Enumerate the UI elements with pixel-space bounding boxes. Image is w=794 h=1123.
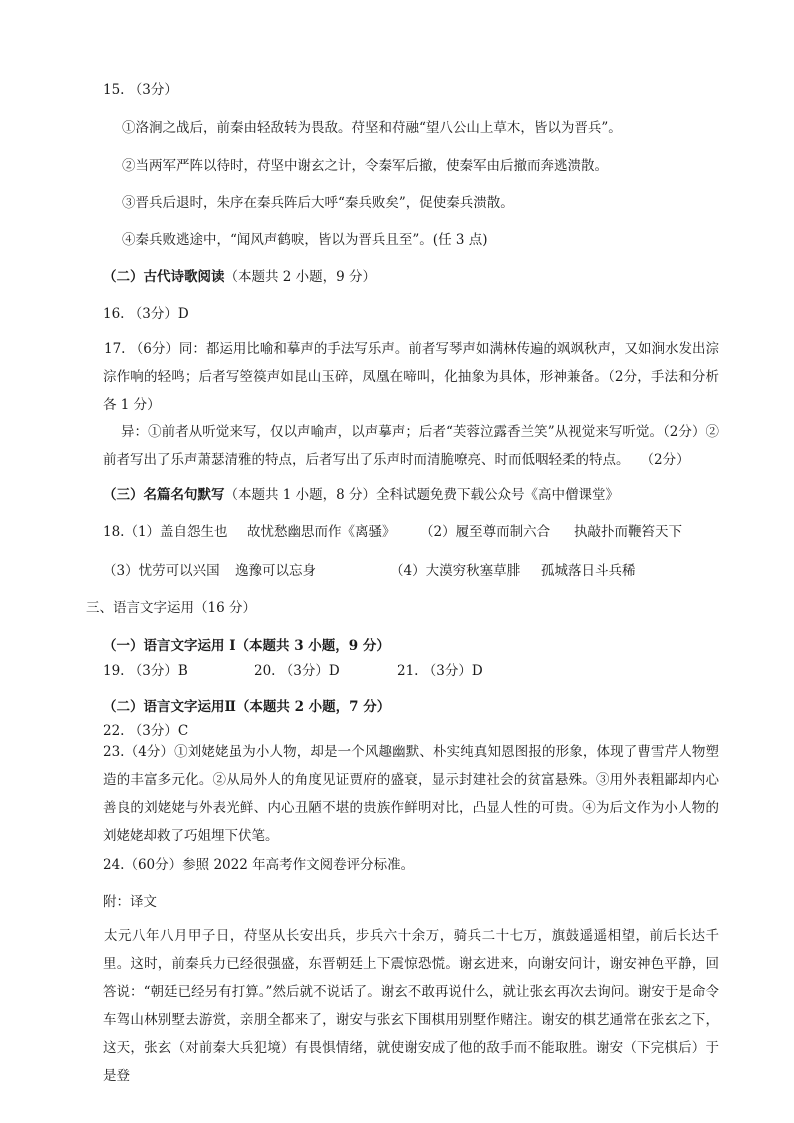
q15-item-3: ③晋兵后退时，朱序在秦兵阵后大呼“秦兵败矣”，促使秦兵溃散。 — [122, 195, 514, 211]
q20-answer: 20. （3分）D — [254, 663, 340, 679]
q18-2b: 执敲扑而鞭笞天下 — [574, 524, 682, 540]
q17-diff: 异：①前者从听觉来写，仅以声喻声，以声摹声；后者“芙蓉泣露香兰笑”从视觉来写听觉。（2分）②前者写出了乐声萧瑟清雅的特点，后者写出了乐声时而清脆嘹亮、时而低咽轻柔的特点。 （2分） — [103, 424, 719, 468]
q15-item-2: ②当两军严阵以待时，苻坚中谢玄之计，令秦军后撤，使秦军由后撤而奔逃溃散。 — [122, 158, 608, 174]
q15-item-1: ①洛涧之战后，前秦由轻敌转为畏敌。苻坚和苻融“望八公山上草木，皆以为晋兵”。 — [122, 120, 622, 136]
q18-4b: 孤城落日斗兵稀 — [541, 563, 636, 579]
section-ancient-poetry — [103, 267, 376, 287]
q23-answer: 23.（4分）①刘姥姥虽为小人物，却是一个风趣幽默、朴实纯真知恩图报的形象，体现了曹雪芹人物塑造的丰富多元化。②从局外人的角度见证贾府的盛衰，显示封建社会的贫富悬殊。③用外表粗鄙却内心善良的刘姥姥与外表光鲜、内心丑陋不堪的贵族作鲜明对比，凸显人性的可贵。④为后文作为小人物的刘姥姥却救了巧姐埋下伏笔。 — [103, 744, 719, 844]
translation-text: 太元八年八月甲子日，苻坚从长安出兵，步兵六十余万，骑兵二十七万，旗鼓遥遥相望，前后长达千里。这时，前秦兵力已经很强盛，东晋朝廷上下震惊恐慌。谢玄进来，向谢安问计，谢安神色平静，回答说：“朝廷已经另有打算。”然后就不说话了。谢玄不敢再说什么，就让张玄再次去询问。谢安于是命令车驾山林别墅去游赏，亲朋全都来了，谢安与张玄下围棋用别墅作赌注。谢安的棋艺通常在张玄之下，这天，张玄（对前秦大兵犯境）有畏惧情绪，就使谢安成了他的敌手而不能取胜。谢安（下完棋后）于是登 — [103, 928, 719, 1084]
section-famous-lines-title: （三）名篇名句默写 — [103, 487, 225, 503]
section-ancient-poetry-note: （本题共 2 小题，9 分） — [224, 269, 377, 285]
q21-answer: 21. （3分）D — [397, 663, 483, 679]
q22-answer: 22. （3分）C — [103, 723, 189, 739]
part3-heading: 三、语言文字运用（16 分） — [86, 600, 256, 616]
q18-2a: （2）履至尊而制六合 — [420, 524, 551, 540]
q18-3a: （3）忧劳可以兴国 — [103, 563, 220, 579]
section-language-1: （一）语言文字运用 I（本题共 3 小题，9 分） — [103, 638, 390, 654]
q16-answer: 16. （3分）D — [103, 306, 189, 322]
q18-1b: 故忧愁幽思而作《离骚》 — [247, 524, 396, 540]
q15-head: 15. （3分） — [103, 82, 178, 98]
section-language-2: （二）语言文字运用Ⅱ（本题共 2 小题，7 分） — [103, 699, 391, 715]
q18-3b: 逸豫可以忘身 — [235, 563, 316, 579]
section-ancient-poetry-title: （二）古代诗歌阅读 — [103, 269, 225, 285]
q15-item-4: ④秦兵败逃途中，“闻风声鹤唳，皆以为晋兵且至”。(任 3 点) — [122, 232, 488, 248]
section-famous-lines-note: （本题共 1 小题，8 分）全科试题免费下载公众号《高中僧课堂》 — [224, 487, 620, 503]
section-famous-lines — [103, 485, 619, 505]
q17-same: 17. （6分）同：都运用比喻和摹声的手法写乐声。前者写琴声如满林传遍的飒飒秋声，又如涧水发出淙淙作响的轻鸣；后者写箜篌声如昆山玉碎，凤凰在啼叫，化抽象为具体，形神兼备。（2分，手法和分析各 1 分） — [103, 341, 719, 413]
q24-answer: 24.（60分）参照 2022 年高考作文阅卷评分标准。 — [103, 857, 415, 873]
appendix-heading: 附：译文 — [103, 894, 157, 910]
q18-4a: （4）大漠穷秋塞草腓 — [390, 563, 521, 579]
q18-1a: 18.（1）盖自怨生也 — [103, 524, 228, 540]
q19-answer: 19. （3分）B — [103, 663, 188, 679]
